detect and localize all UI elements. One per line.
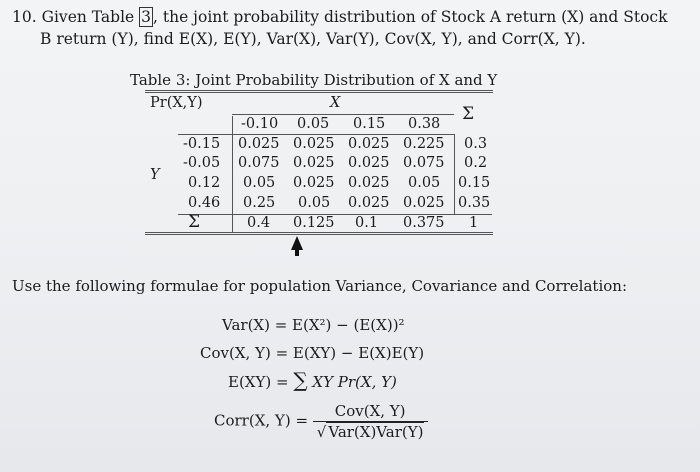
- exy-lhs: E(XY) =: [228, 373, 289, 391]
- column-sum-symbol: Σ: [188, 212, 201, 232]
- covariance-formula: Cov(X, Y) = E(XY) − E(X)E(Y): [200, 344, 425, 362]
- table-caption: Table 3: Joint Probability Distribution of X and Y: [130, 71, 498, 89]
- corr-numerator: Cov(X, Y): [334, 402, 406, 420]
- table-bottom-rule: [145, 232, 493, 233]
- question-text-end: , the joint probability distribution of Stock A return (X) and Stock: [153, 8, 668, 26]
- variance-formula: Var(X) = E(X²) − (E(X))²: [222, 316, 405, 334]
- formula-instructions: Use the following formulae for population Variance, Covariance and Correlation:: [12, 277, 627, 295]
- table-bottom-rule-2: [145, 234, 493, 235]
- column-total: 0.125: [293, 215, 335, 231]
- question-line-2: B return (Y), find E(X), E(Y), Var(X), Var(Y), Cov(X, Y), and Corr(X, Y).: [40, 30, 586, 48]
- x-value: 0.38: [408, 116, 441, 132]
- y-variable-label: Y: [150, 167, 160, 183]
- probability-cell: 0.025: [348, 155, 390, 171]
- row-sum-symbol: Σ: [462, 104, 475, 124]
- correlation-formula: [214, 402, 428, 441]
- row-total: 0.3: [464, 136, 488, 152]
- question-text-start: Given Table: [41, 8, 135, 26]
- probability-cell: 0.075: [238, 155, 280, 171]
- table-reference: 3: [141, 8, 152, 26]
- probability-cell: 0.05: [243, 175, 276, 191]
- y-value: -0.05: [183, 155, 221, 171]
- x-values-rule: [178, 134, 454, 135]
- probability-cell: 0.025: [348, 136, 390, 152]
- column-total: 0.375: [403, 215, 445, 231]
- y-value: 0.46: [188, 195, 221, 211]
- row-total: 0.2: [464, 155, 488, 171]
- probability-cell: 0.025: [238, 136, 280, 152]
- column-total: 0.4: [247, 215, 271, 231]
- x-header-rule: [232, 114, 454, 115]
- y-value: -0.15: [183, 136, 221, 152]
- probability-cell: 0.05: [408, 175, 441, 191]
- corr-denominator: [313, 421, 428, 441]
- probability-cell: 0.075: [403, 155, 445, 171]
- probability-cell: 0.025: [403, 195, 445, 211]
- grand-total: 1: [469, 215, 479, 231]
- corr-lhs: Corr(X, Y) =: [214, 411, 309, 430]
- corr-denominator-radicand: Var(X)Var(Y): [328, 423, 424, 441]
- corr-fraction: [313, 402, 428, 441]
- probability-cell: 0.25: [243, 195, 276, 211]
- x-value: 0.15: [353, 116, 386, 132]
- probability-cell: 0.05: [298, 195, 331, 211]
- table-top-rule-2: [145, 92, 493, 93]
- row-total: 0.35: [458, 195, 491, 211]
- question-number: 10.: [12, 8, 37, 26]
- exy-rhs: XY Pr(X, Y): [312, 373, 397, 391]
- x-value: 0.05: [297, 116, 330, 132]
- column-total: 0.1: [355, 215, 379, 231]
- probability-cell: 0.025: [348, 195, 390, 211]
- probability-cell: 0.225: [403, 136, 445, 152]
- question-line-1: [12, 8, 668, 26]
- expectation-xy-formula: [228, 370, 397, 391]
- probability-cell: 0.025: [348, 175, 390, 191]
- table-top-rule: [145, 90, 493, 91]
- row-totals-rule: [178, 214, 492, 215]
- x-value: -0.10: [241, 116, 279, 132]
- probability-cell: 0.025: [293, 175, 335, 191]
- mouse-cursor-tail: [295, 248, 299, 256]
- probability-cell: 0.025: [293, 155, 335, 171]
- square-root-symbol: √: [316, 423, 327, 441]
- row-totals-divider: [454, 134, 455, 214]
- x-variable-label: X: [330, 95, 341, 111]
- summation-symbol: ∑: [293, 368, 308, 392]
- probability-cell: 0.025: [293, 136, 335, 152]
- corner-label: Pr(X,Y): [150, 95, 203, 111]
- y-values-divider: [232, 116, 233, 232]
- y-value: 0.12: [188, 175, 221, 191]
- row-total: 0.15: [458, 175, 491, 191]
